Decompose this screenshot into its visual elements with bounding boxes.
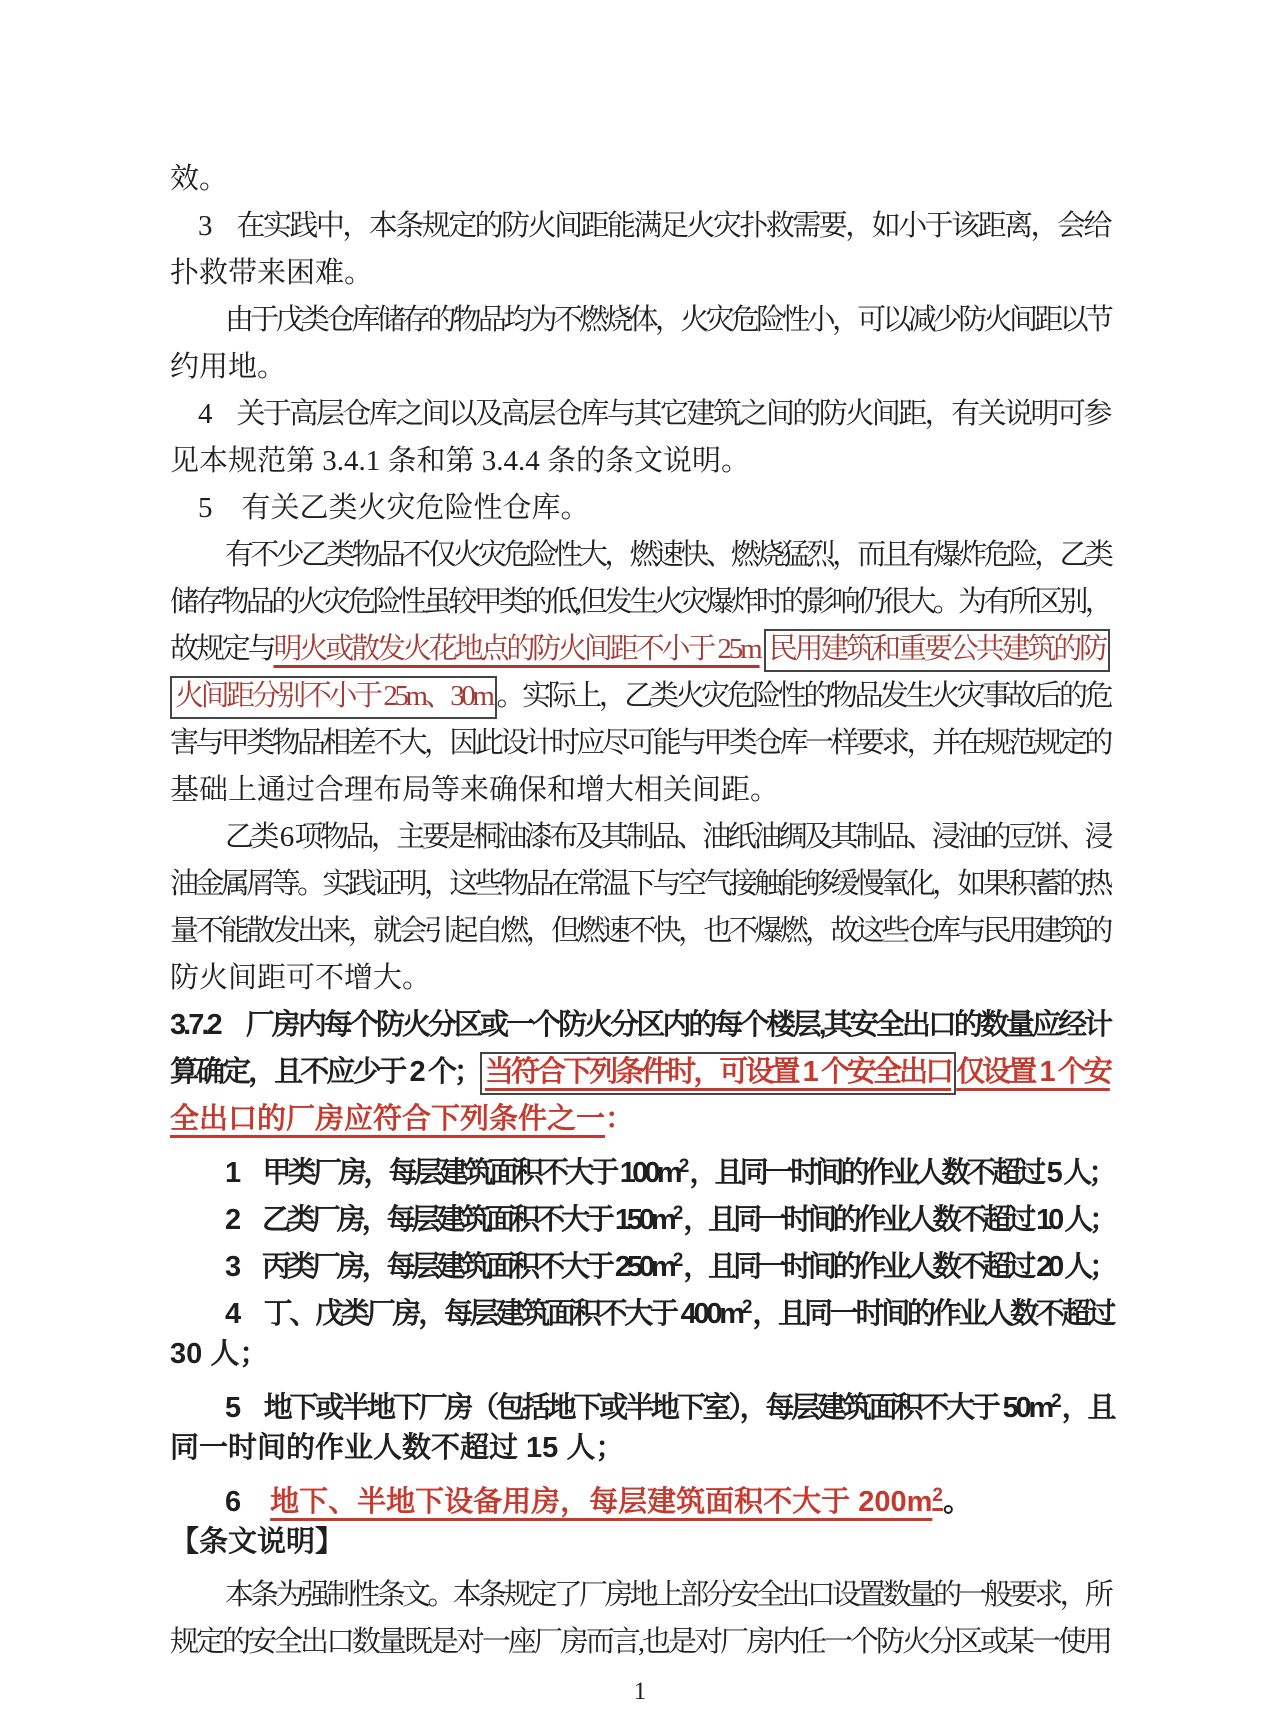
underlined-revision-text: 地下、半地下设备用房，每层建筑面积不大于 200m — [270, 1486, 933, 1518]
page-number: 1 — [633, 1678, 647, 1705]
text-line — [170, 767, 1110, 814]
text-line — [170, 720, 1110, 767]
text-run: 3 在实践中，本条规定的防火间距能满足火灾扑救需要，如小于该距离，会给 — [198, 210, 1110, 242]
text-line — [170, 861, 1110, 908]
text-run: 储存物品的火灾危险性虽较甲类的低,但发生火灾爆炸时的影响仍很大。为有所区别， — [170, 586, 1111, 618]
underlined-revision-text: 仅设置 1 个安 — [956, 1056, 1110, 1088]
text-line — [170, 297, 1110, 344]
text-line — [170, 1572, 1110, 1619]
text-run: 量不能散发出来，就会引起自燃，但燃速不快，也不爆燃，故这些仓库与民用建筑的 — [170, 915, 1110, 947]
boxed-revision-text: 火间距分别不小于 25m、30m — [170, 676, 497, 719]
superscript: 2 — [672, 1203, 684, 1224]
text-run: 5 有关乙类火灾危险性仓库。 — [198, 492, 590, 524]
text-run: 油金属屑等。实践证明，这些物品在常温下与空气接触能够缓慢氧化，如果积蓄的热 — [170, 868, 1110, 900]
text-run: 3 丙类厂房，每层建筑面积不大于 250m — [225, 1251, 673, 1283]
text-run: 【条文说明】 — [170, 1526, 345, 1558]
text-run: 本条为强制性条文。本条规定了厂房地上部分安全出口设置数量的一般要求，所 — [225, 1579, 1111, 1611]
superscript: 2 — [1051, 1391, 1062, 1412]
text-line — [170, 1284, 1114, 1331]
text-run: ，且同一时间的作业人数不超过 5 人； — [689, 1157, 1114, 1189]
text-run: 4 关于高层仓库之间以及高层仓库与其它建筑之间的防火间距，有关说明可参 — [198, 398, 1110, 430]
superscript: 2 — [672, 1250, 684, 1271]
text-run: 乙类 6 项物品，主要是桐油漆布及其制品、油纸油绸及其制品、浸油的豆饼、浸 — [225, 821, 1111, 853]
text-line — [170, 955, 1110, 1002]
text-line — [170, 1096, 1110, 1143]
superscript: 2 — [678, 1156, 690, 1177]
underlined-revision-text: 全出口的厂房应符合下列条件之一 — [170, 1103, 606, 1135]
text-line — [170, 391, 1110, 438]
text-line — [170, 344, 1110, 391]
text-run: 有不少乙类物品不仅火灾危险性大，燃速快、燃烧猛烈，而且有爆炸危险，乙类 — [225, 539, 1111, 571]
text-run: ： — [605, 1103, 635, 1135]
boxed-revision-text: 当符合下列条件时，可设置 1 个安全出口 — [480, 1052, 956, 1095]
text-line — [170, 1619, 1110, 1666]
text-line — [170, 1472, 1110, 1519]
text-line — [170, 908, 1110, 955]
text-run: 扑救带来困难。 — [170, 257, 374, 289]
text-run: 害与甲类物品相差不大，因此设计时应尽可能与甲类仓库一样要求，并在规范规定的 — [170, 727, 1110, 759]
text-run: 防火间距可不增大。 — [170, 962, 432, 994]
text-run: ，且同一时间的作业人数不超过 20 人； — [683, 1251, 1115, 1283]
underlined-revision-text: 明火或散发火花地点的防火间距不小于 25m — [273, 633, 760, 665]
text-line — [170, 1049, 1110, 1096]
text-line — [170, 1378, 1114, 1425]
text-run: 基础上通过合理布局等来确保和增大相关间距。 — [170, 774, 780, 806]
boxed-revision-text: 民用建筑和重要公共建筑的防 — [764, 629, 1110, 672]
text-run: 。 — [942, 1486, 972, 1518]
text-run: 5 地下或半地下厂房（包括地下或半地下室），每层建筑面积不大于 50m — [225, 1392, 1052, 1424]
text-run: 算确定，且不应少于 2 个； — [170, 1056, 480, 1088]
text-line — [170, 1519, 1110, 1566]
text-run: 30 人； — [170, 1338, 269, 1370]
text-run: 。实际上，乙类火灾危险性的物品发生火灾事故后的危 — [496, 680, 1111, 712]
text-line — [170, 1331, 1110, 1378]
text-run: 约用地。 — [170, 351, 287, 383]
text-line — [170, 1425, 1110, 1472]
text-run: 4 丁、戊类厂房，每层建筑面积不大于 400m — [225, 1298, 742, 1330]
text-line — [170, 626, 1110, 673]
underlined-revision-text: 2 — [932, 1485, 943, 1506]
text-run: 见本规范第 3.4.1 条和第 3.4.4 条的条文说明。 — [170, 445, 751, 477]
text-line — [170, 438, 1110, 485]
text-run: 1 甲类厂房，每层建筑面积不大于 100m — [225, 1157, 679, 1189]
text-line — [170, 203, 1110, 250]
text-line — [170, 579, 1110, 626]
text-line — [170, 485, 1110, 532]
text-line — [170, 1002, 1110, 1049]
superscript: 2 — [741, 1297, 753, 1318]
text-line — [170, 1237, 1115, 1284]
text-line — [170, 1143, 1114, 1190]
text-run: ，且同一时间的作业人数不超过 10 人； — [683, 1204, 1115, 1236]
text-run: 2 乙类厂房，每层建筑面积不大于 150m — [225, 1204, 673, 1236]
text-run: 效。 — [170, 163, 229, 195]
text-run: 故规定与 — [170, 633, 274, 665]
text-run: 同一时间的作业人数不超过 15 人； — [170, 1432, 625, 1464]
text-run: 由于戊类仓库储存的物品均为不燃烧体，火灾危险性小，可以减少防火间距以节 — [225, 304, 1111, 336]
text-run: ，且同一时间的作业人数不超过 — [752, 1298, 1114, 1330]
text-line — [170, 250, 1110, 297]
text-run: 6 — [225, 1486, 271, 1518]
text-run: 规定的安全出口数量既是对一座厂房而言,也是对厂房内任一个防火分区或某一使用 — [170, 1626, 1110, 1658]
text-run: ，且 — [1061, 1392, 1114, 1424]
text-run: 3.7.2 厂房内每个防火分区或一个防火分区内的每个楼层,其安全出口的数量应经计 — [170, 1009, 1111, 1041]
text-line — [170, 1190, 1115, 1237]
text-line — [170, 156, 1110, 203]
text-line — [170, 673, 1110, 720]
text-line — [170, 532, 1110, 579]
text-line — [170, 814, 1110, 861]
